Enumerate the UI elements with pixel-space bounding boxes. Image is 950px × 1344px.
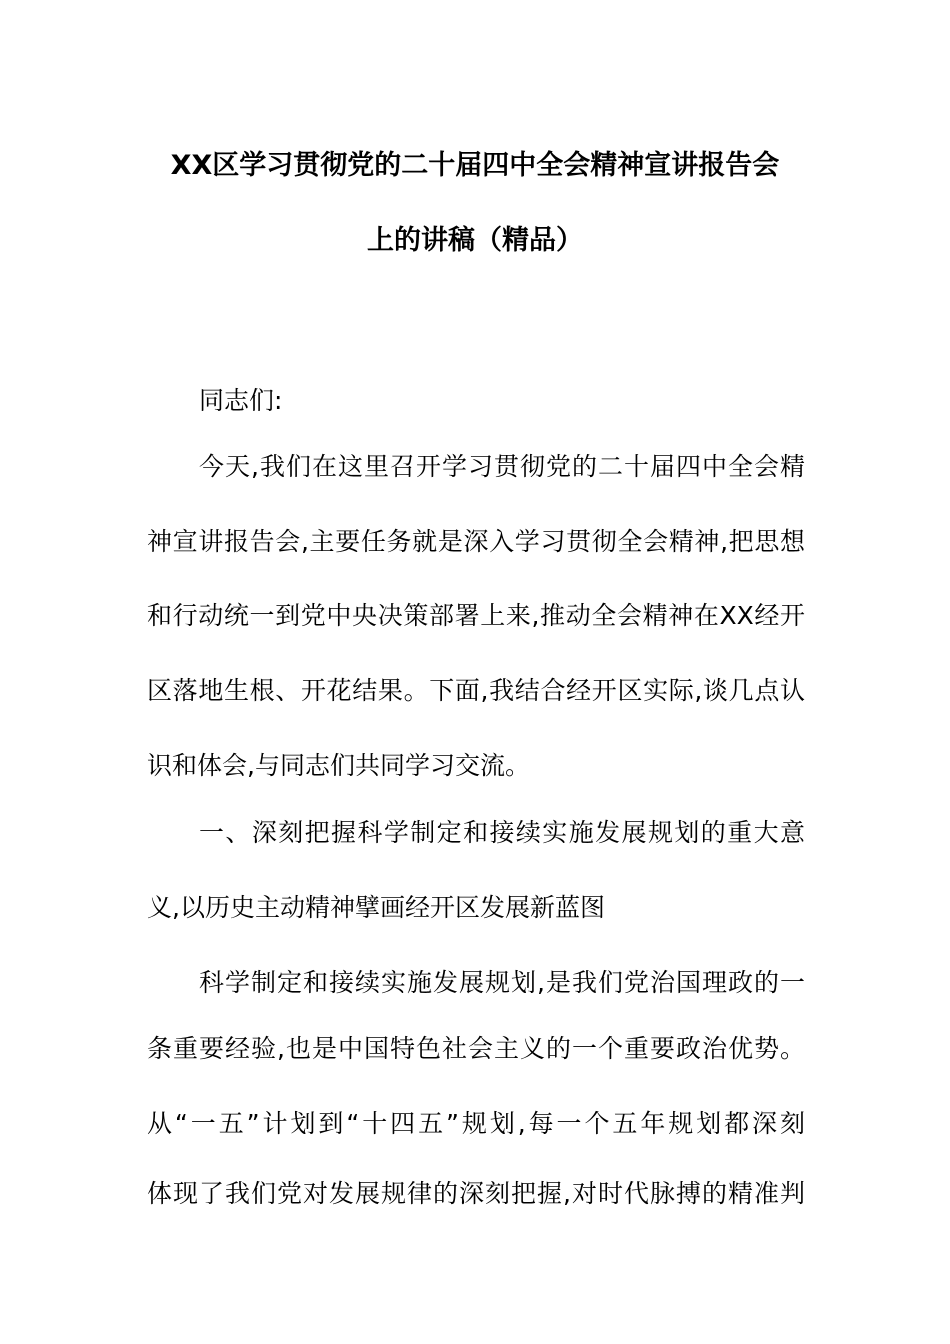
paragraph-line: 从“一五”计划到“十四五”规划,每一个五年规划都深刻 <box>147 1109 805 1138</box>
paragraph-line: 和行动统一到党中央决策部署上来,推动全会精神在XX经开 <box>147 601 805 630</box>
title-line-2: 上的讲稿（精品） <box>367 225 583 256</box>
section-heading-line: 一、深刻把握科学制定和接续实施发展规划的重大意 <box>199 818 805 847</box>
title-line-1: XX区学习贯彻党的二十届四中全会精神宣讲报告会 <box>170 150 780 181</box>
paragraph-line: 神宣讲报告会,主要任务就是深入学习贯彻全会精神,把思想 <box>147 527 805 556</box>
section-heading-line: 义,以历史主动精神擘画经开区发展新蓝图 <box>147 893 605 922</box>
paragraph-line: 体现了我们党对发展规律的深刻把握,对时代脉搏的精准判 <box>147 1179 805 1208</box>
paragraph-line: 科学制定和接续实施发展规划,是我们党治国理政的一 <box>199 968 805 997</box>
paragraph-line: 今天,我们在这里召开学习贯彻党的二十届四中全会精 <box>199 452 805 481</box>
salutation: 同志们: <box>199 386 283 415</box>
paragraph-line: 区落地生根、开花结果。下面,我结合经开区实际,谈几点认 <box>147 676 805 705</box>
paragraph-line: 条重要经验,也是中国特色社会主义的一个重要政治优势。 <box>147 1034 805 1063</box>
paragraph-line: 识和体会,与同志们共同学习交流。 <box>147 751 530 780</box>
